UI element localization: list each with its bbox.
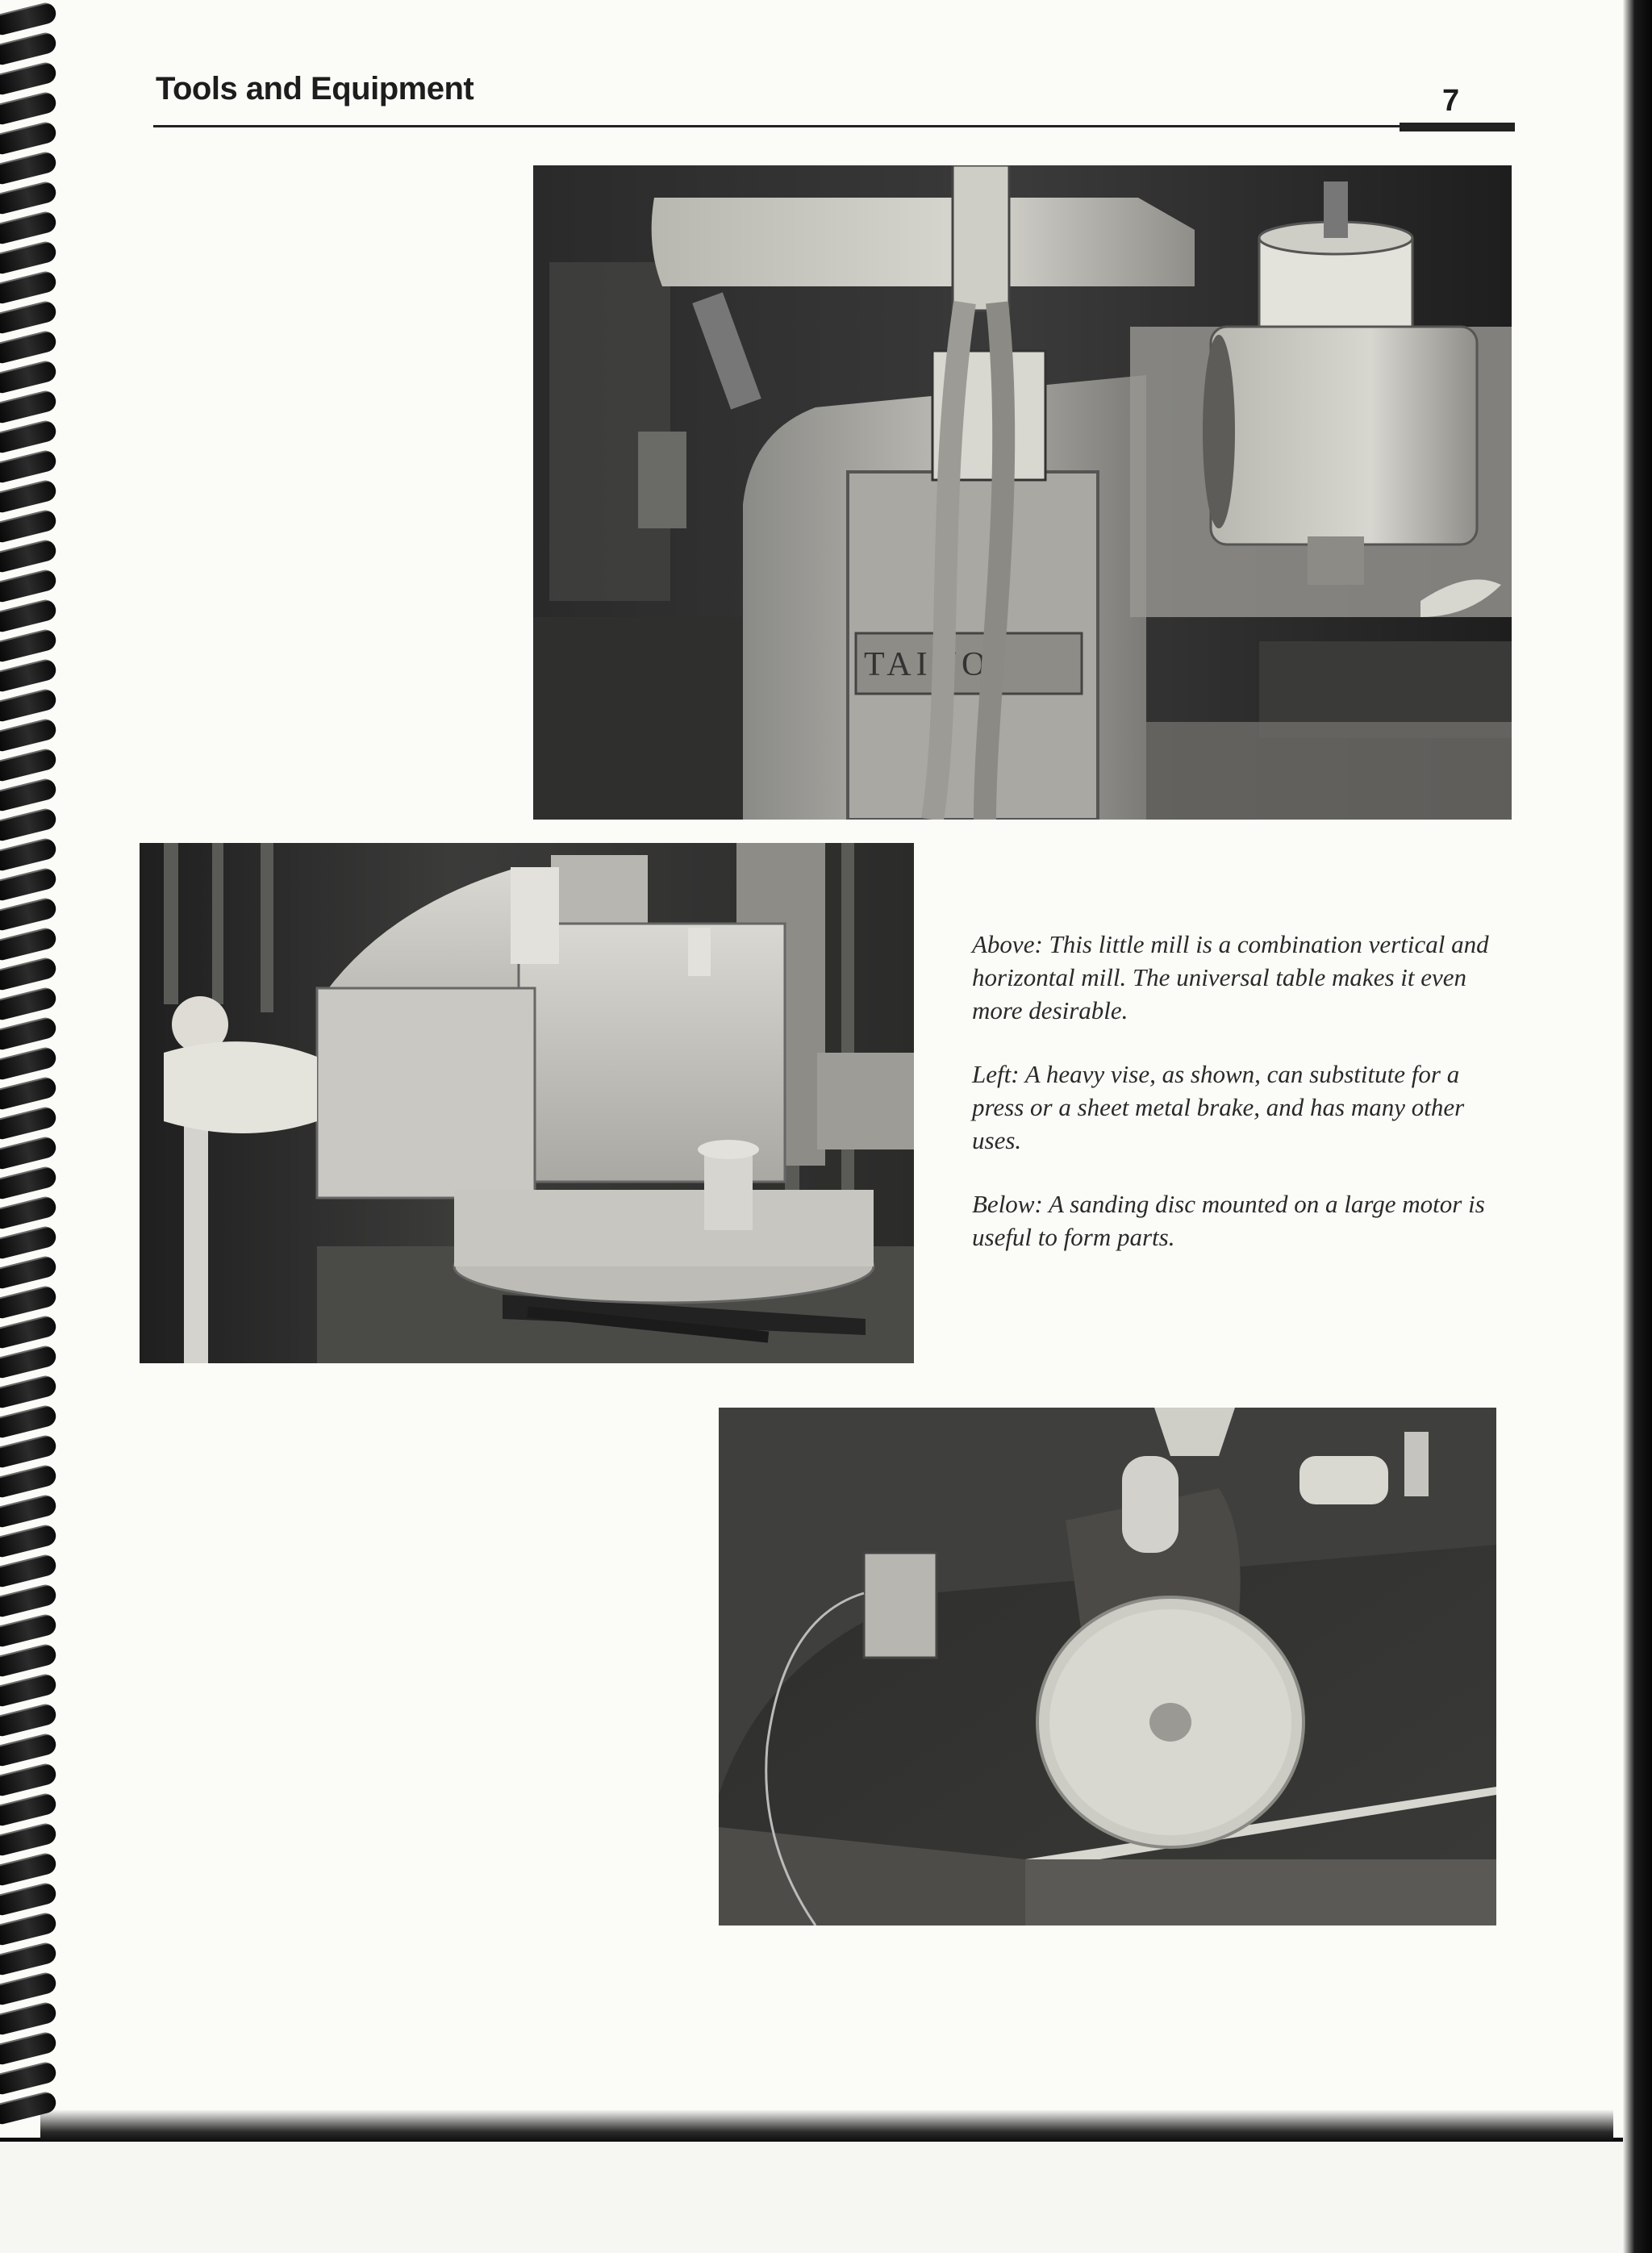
binding-coil (0, 896, 58, 932)
caption-above-text: This little mill is a combination vertical and horizontal mill. The universal table makes it even more desirable. (972, 930, 1489, 1024)
binding-coil (0, 837, 58, 872)
page-bottom-edge (40, 2109, 1613, 2142)
binding-coil (0, 180, 58, 215)
binding-coil (0, 807, 58, 842)
binding-coil (0, 449, 58, 484)
bench-vise-photo (140, 843, 914, 1363)
binding-coil (0, 1702, 58, 1738)
binding-coil (0, 1165, 58, 1200)
binding-coil (0, 1314, 58, 1350)
binding-coil (0, 1225, 58, 1260)
binding-coil (0, 2030, 58, 2066)
header-rule-accent (1400, 123, 1515, 131)
binding-coil (0, 1284, 58, 1320)
binding-coil (0, 1821, 58, 1857)
binding-coil (0, 150, 58, 186)
binding-coil (0, 1344, 58, 1379)
binding-coil (0, 1672, 58, 1708)
binding-coil (0, 866, 58, 902)
binding-coil (0, 359, 58, 394)
binding-coil (0, 1374, 58, 1409)
binding-coil (0, 60, 58, 96)
binding-coil (0, 1762, 58, 1797)
caption-below-label: Below: (972, 1190, 1043, 1218)
binding-coil (0, 1732, 58, 1767)
page-number: 7 (1442, 84, 1460, 118)
binding-coil (0, 777, 58, 812)
binding-coil (0, 1433, 58, 1469)
running-head: Tools and Equipment (156, 71, 474, 106)
binding-coil (0, 269, 58, 305)
spiral-binding (0, 0, 73, 2138)
mill-nameplate-text: TAIYO (864, 646, 991, 683)
binding-coil (0, 717, 58, 753)
sanding-disc-photo (719, 1408, 1496, 1925)
binding-coil (0, 31, 58, 66)
caption-below-text: A sanding disc mounted on a large motor is useful to form parts. (972, 1190, 1485, 1251)
binding-coil (0, 1553, 58, 1588)
binding-coil (0, 568, 58, 603)
binding-coil (0, 1613, 58, 1648)
binding-coil (0, 1523, 58, 1558)
binding-coil (0, 1792, 58, 1827)
binding-coil (0, 1135, 58, 1170)
binding-coil (0, 1254, 58, 1290)
binding-coil (0, 1911, 58, 1946)
caption-left-text: A heavy vise, as shown, can substitute for a press or a sheet metal brake, and has many other uses. (972, 1060, 1465, 1154)
caption-above (972, 928, 1504, 1027)
binding-coil (0, 478, 58, 514)
binding-coil (0, 1851, 58, 1887)
caption-below (972, 1187, 1504, 1254)
next-sheet (0, 2142, 1652, 2253)
binding-coil (0, 299, 58, 335)
binding-coil (0, 2090, 58, 2126)
binding-coil (0, 1971, 58, 2006)
binding-coil (0, 747, 58, 782)
binding-coil (0, 329, 58, 365)
binding-coil (0, 1404, 58, 1439)
binding-coil (0, 538, 58, 574)
binding-coil (0, 986, 58, 1021)
binding-coil (0, 1045, 58, 1081)
binding-coil (0, 956, 58, 991)
binding-coil (0, 1583, 58, 1618)
binding-coil (0, 508, 58, 544)
binding-coil (0, 628, 58, 663)
binding-coil (0, 1105, 58, 1141)
caption-above-label: Above: (972, 930, 1043, 958)
binding-coil (0, 240, 58, 275)
binding-coil (0, 1941, 58, 1976)
binding-coil (0, 210, 58, 245)
milling-machine-photo (533, 165, 1512, 820)
caption-left (972, 1058, 1504, 1157)
binding-coil (0, 2001, 58, 2036)
binding-coil (0, 657, 58, 693)
binding-coil (0, 1195, 58, 1230)
binding-coil (0, 1642, 58, 1678)
binding-coil (0, 926, 58, 962)
binding-coil (0, 1016, 58, 1051)
caption-left-label: Left: (972, 1060, 1020, 1088)
binding-coil (0, 1, 58, 36)
binding-coil (0, 1881, 58, 1917)
binding-coil (0, 1075, 58, 1111)
header-rule (153, 125, 1400, 127)
binding-coil (0, 419, 58, 454)
binding-coil (0, 1463, 58, 1499)
binding-coil (0, 687, 58, 723)
binding-coil (0, 2060, 58, 2096)
page-right-edge (1623, 0, 1652, 2253)
binding-coil (0, 120, 58, 156)
captions (972, 928, 1504, 1284)
binding-coil (0, 90, 58, 126)
binding-coil (0, 389, 58, 424)
binding-coil (0, 1493, 58, 1529)
binding-coil (0, 598, 58, 633)
